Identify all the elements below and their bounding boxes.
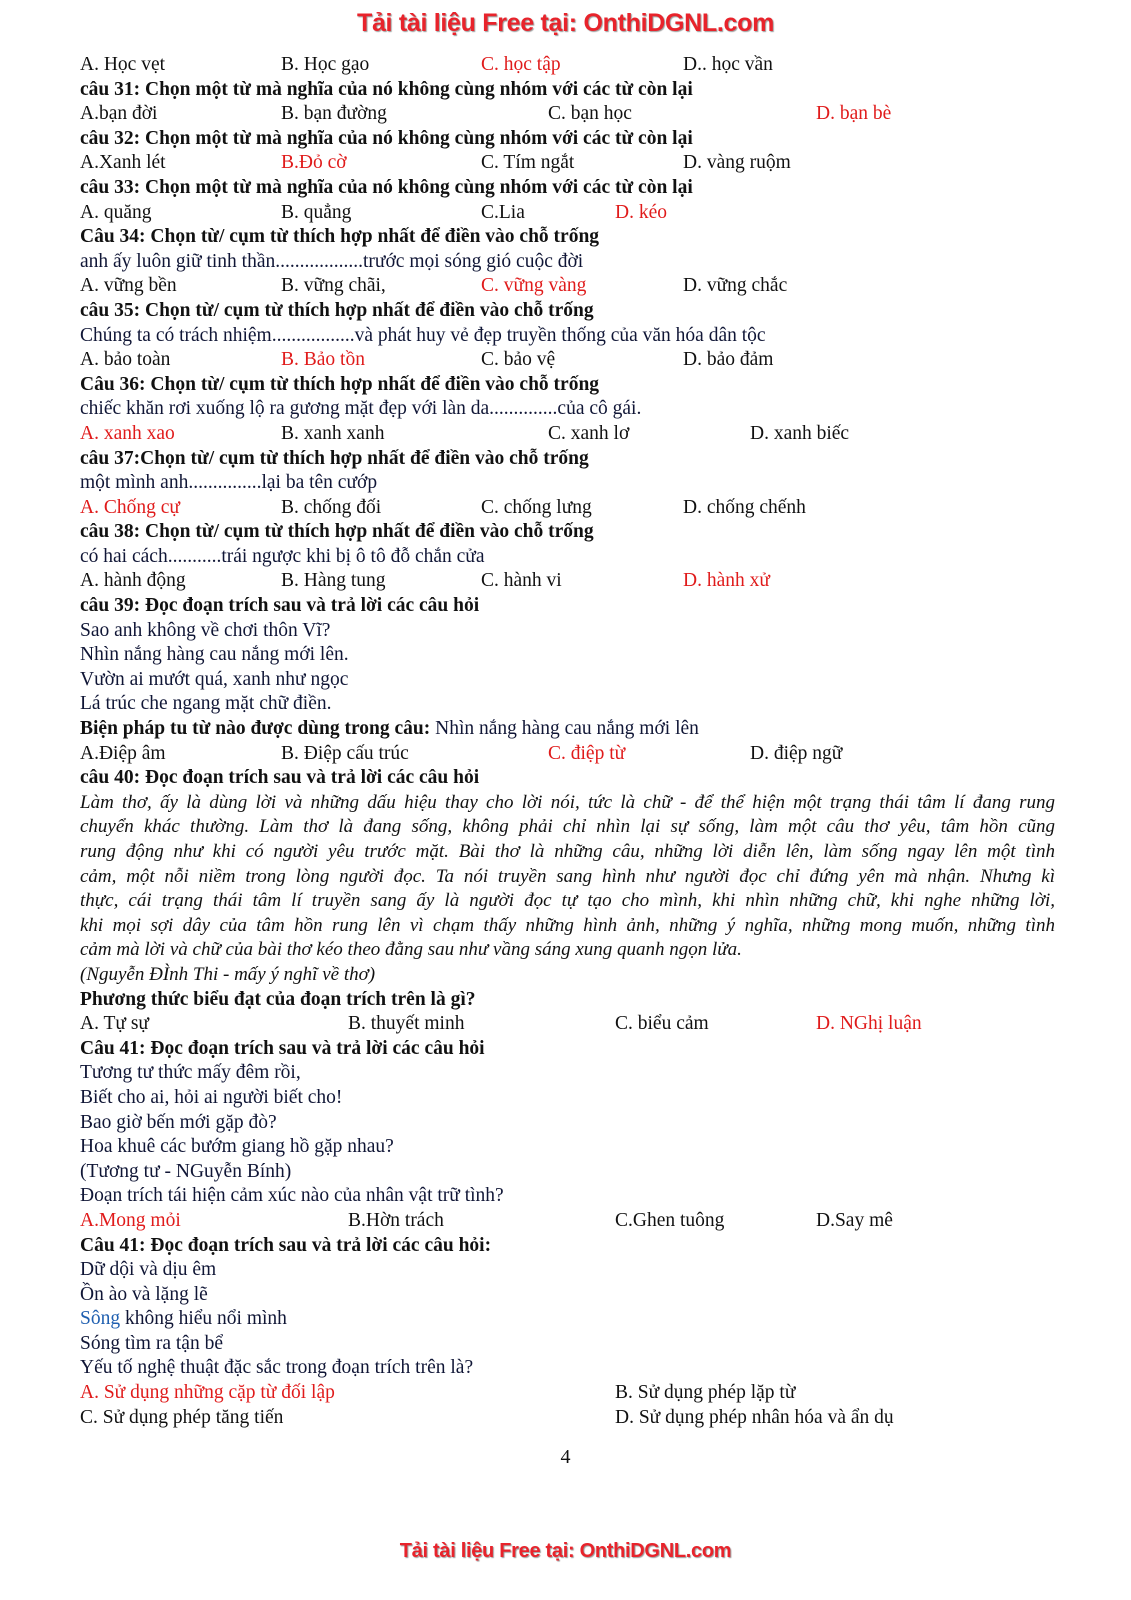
correct-answer-option: C. điệp từ [548, 742, 626, 764]
text-line: một mình anh...............lại ba tên cướp [80, 472, 378, 494]
answer-option: A.Điệp âm [80, 742, 166, 764]
text-line: Yếu tố nghệ thuật đặc sắc trong đoạn trích trên là? [80, 1357, 474, 1379]
answer-option: D. Sử dụng phép nhân hóa và ẩn dụ [615, 1406, 894, 1428]
answer-options-row [80, 274, 1070, 299]
text-line: anh ấy luôn giữ tinh thần..................trước mọi sóng gió cuộc đời [80, 250, 584, 272]
answer-option: D. chống chếnh [683, 496, 806, 518]
page-number: 4 [560, 1446, 571, 1468]
question-heading: Câu 41: Đọc đoạn trích sau và trả lời các câu hỏi [80, 1037, 485, 1059]
correct-answer-option: D. bạn bè [816, 103, 892, 125]
answer-option: A. Tự sự [80, 1013, 149, 1035]
text-line: có hai cách...........trái ngược khi bị ô tô đỗ chắn cửa [80, 545, 485, 567]
answer-options-row [80, 1012, 1070, 1037]
answer-option: D. bảo đảm [683, 349, 774, 371]
answer-options-row [80, 1406, 1070, 1431]
text-line: chiếc khăn rơi xuống lộ ra gương mặt đẹp với làn da..............của cô gái. [80, 398, 642, 420]
answer-options-row [80, 201, 1070, 226]
answer-option: A.bạn đời [80, 103, 158, 125]
answer-option: D. vàng ruộm [683, 152, 791, 174]
question-heading: Phương thức biểu đạt của đoạn trích trên là gì? [80, 988, 476, 1010]
answer-option: D. vững chắc [683, 275, 788, 297]
document-body [80, 53, 1070, 1430]
answer-options-row [80, 348, 1070, 373]
footer-banner[interactable]: Tải tài liệu Free tại: OnthiDGNL.com [399, 1540, 732, 1562]
answer-option: D. xanh biếc [750, 422, 850, 444]
excerpt-line: rung động như khi có người yêu trước mặt. Bài thơ là những câu, những lời diễn lên, làm sống ngay lên một tình [80, 841, 1055, 862]
answer-option: C. hành vi [481, 570, 562, 592]
answer-option: B. chống đối [281, 496, 382, 518]
text-line: Sao anh không về chơi thôn Vĩ? [80, 619, 331, 641]
question-heading: câu 31: Chọn một từ mà nghĩa của nó không cùng nhóm với các từ còn lại [80, 78, 693, 100]
text-line: Bao giờ bến mới gặp đò? [80, 1111, 277, 1133]
text-line: Đoạn trích tái hiện cảm xúc nào của nhân vật trữ tình? [80, 1185, 504, 1207]
text-line: Dữ dội và dịu êm [80, 1259, 217, 1281]
answer-option: B. vững chãi, [281, 275, 386, 297]
answer-options-row [80, 1209, 1070, 1234]
poem-line-rest: không hiểu nổi mình [120, 1308, 287, 1330]
answer-option: C. xanh lơ [548, 422, 630, 444]
answer-option: D.. học vần [683, 54, 773, 75]
answer-option: B. Điệp cấu trúc [281, 742, 409, 764]
correct-answer-option: D. hành xử [683, 570, 770, 592]
correct-answer-option: A. xanh xao [80, 422, 175, 444]
answer-option: C. bảo vệ [481, 349, 556, 371]
answer-options-row [80, 102, 1070, 127]
answer-options-row [80, 569, 1070, 594]
correct-answer-option: B. Bảo tồn [281, 349, 365, 371]
answer-option: C. Tím ngắt [481, 152, 575, 174]
question-heading: câu 33: Chọn một từ mà nghĩa của nó không cùng nhóm với các từ còn lại [80, 176, 693, 198]
correct-answer-option: D. kéo [615, 201, 667, 223]
answer-option: A. hành động [80, 570, 186, 592]
text-line: Chúng ta có trách nhiệm.................và phát huy vẻ đẹp truyền thống của văn hóa dân tộc [80, 324, 766, 346]
answer-option: B. Hàng tung [281, 570, 386, 592]
excerpt-line: Làm thơ, ấy là dùng lời và những dấu hiệu thay cho lời nói, tức là chữ - để thể hiện một trạng thái tâm lí đang rung [80, 791, 1055, 813]
question-heading: câu 40: Đọc đoạn trích sau và trả lời các câu hỏi [80, 767, 480, 789]
text-line: Biết cho ai, hỏi ai người biết cho! [80, 1086, 343, 1108]
answer-options-row [80, 53, 1070, 78]
prompt-label: Biện pháp tu từ nào được dùng trong câu: [80, 718, 436, 740]
correct-answer-option: C. học tập [481, 54, 561, 75]
answer-option: C. biểu cảm [615, 1013, 709, 1035]
excerpt-line: cảm mà lời và chữ của bài thơ kéo theo đằng sau như vầng sáng xung quanh ngọn lửa. [80, 939, 742, 961]
answer-option: A. quăng [80, 201, 152, 223]
question-heading: câu 37:Chọn từ/ cụm từ thích hợp nhất để điền vào chỗ trống [80, 447, 589, 469]
answer-option: D. điệp ngữ [750, 742, 843, 764]
excerpt-line: thực, cái trạng thái tâm lí truyền sang ấy là người đọc tự tạo cho mình, khi nhìn những chữ, khi nghe những lời, [80, 890, 1055, 912]
question-heading: câu 38: Chọn từ/ cụm từ thích hợp nhất để điền vào chỗ trống [80, 521, 594, 543]
prompt-quote: Nhìn nắng hàng cau nắng mới lên [435, 718, 699, 740]
answer-options-row [80, 151, 1070, 176]
answer-option: B. Học gạo [281, 54, 370, 75]
text-line: Tương tư thức mấy đêm rồi, [80, 1062, 301, 1084]
answer-option: B. thuyết minh [348, 1013, 465, 1035]
header-banner[interactable]: Tải tài liệu Free tại: OnthiDGNL.com [356, 9, 775, 37]
question-heading: câu 32: Chọn một từ mà nghĩa của nó không cùng nhóm với các từ còn lại [80, 127, 693, 149]
excerpt-line: (Nguyễn ĐÌnh Thi - mấy ý nghĩ về thơ) [80, 963, 376, 985]
correct-answer-option: B.Đỏ cờ [281, 152, 347, 174]
answer-option: B. bạn đường [281, 103, 387, 125]
text-line: (Tương tư - NGuyễn Bính) [80, 1160, 292, 1182]
answer-option: B. quẳng [281, 201, 352, 223]
correct-answer-option: A.Mong mỏi [80, 1209, 181, 1231]
answer-option: A. Học vẹt [80, 54, 166, 75]
question-heading: Câu 34: Chọn từ/ cụm từ thích hợp nhất để điền vào chỗ trống [80, 226, 600, 248]
answer-option: A. vững bền [80, 275, 177, 297]
question-heading: Câu 41: Đọc đoạn trích sau và trả lời các câu hỏi: [80, 1234, 492, 1256]
highlighted-word: Sông [80, 1308, 121, 1330]
answer-option: A. bảo toàn [80, 349, 171, 371]
answer-options-row [80, 1381, 1070, 1406]
answer-option: C. bạn học [548, 103, 632, 125]
answer-option: C. chống lưng [481, 496, 592, 518]
answer-option: A.Xanh lét [80, 152, 166, 174]
answer-option: C.Lia [481, 201, 525, 223]
answer-option: B. Sử dụng phép lặp từ [615, 1382, 796, 1404]
text-line: Lá trúc che ngang mặt chữ điền. [80, 693, 332, 715]
correct-answer-option: A. Sử dụng những cặp từ đối lập [80, 1382, 335, 1404]
excerpt-line: khi mọi sợi dây của tâm hồn rung lên vì chạm thấy những hình ảnh, những ý nghĩa, những mong muốn, những tình [80, 914, 1055, 936]
correct-answer-option: C. vững vàng [481, 275, 587, 297]
text-line: Ồn ào và lặng lẽ [80, 1283, 208, 1305]
text-line: Hoa khuê các bướm giang hồ gặp nhau? [80, 1136, 394, 1158]
text-line: Nhìn nắng hàng cau nắng mới lên. [80, 644, 349, 666]
question-heading: câu 39: Đọc đoạn trích sau và trả lời các câu hỏi [80, 595, 480, 617]
answer-option: D.Say mê [816, 1209, 893, 1231]
correct-answer-option: A. Chống cự [80, 496, 180, 518]
excerpt-line: cảm, một nỗi niềm trong lòng người đọc. Ta nói truyền sang hình như người đọc chỉ đứng yên mà nhận. Nhưng kì [80, 865, 1055, 887]
question-prompt [80, 717, 1070, 742]
answer-options-row [80, 742, 1070, 767]
poem-line [80, 1307, 1070, 1332]
text-line: Vườn ai mướt quá, xanh như ngọc [80, 668, 349, 690]
question-heading: Câu 36: Chọn từ/ cụm từ thích hợp nhất để điền vào chỗ trống [80, 373, 600, 395]
correct-answer-option: D. NGhị luận [816, 1013, 922, 1035]
answer-options-row [80, 496, 1070, 521]
text-line: Sóng tìm ra tận bể [80, 1332, 223, 1354]
question-heading: câu 35: Chọn từ/ cụm từ thích hợp nhất để điền vào chỗ trống [80, 299, 594, 321]
excerpt-line: chuyển khác thường. Làm thơ là đang sống, không phải chỉ nhìn lại sự sống, làm một câu thơ yêu, tâm hồn cũng [80, 816, 1055, 838]
answer-option: C. Sử dụng phép tăng tiến [80, 1406, 284, 1428]
answer-options-row [80, 422, 1070, 447]
answer-option: C.Ghen tuông [615, 1209, 725, 1231]
answer-option: B. xanh xanh [281, 422, 385, 444]
answer-option: B.Hờn trách [348, 1209, 444, 1231]
